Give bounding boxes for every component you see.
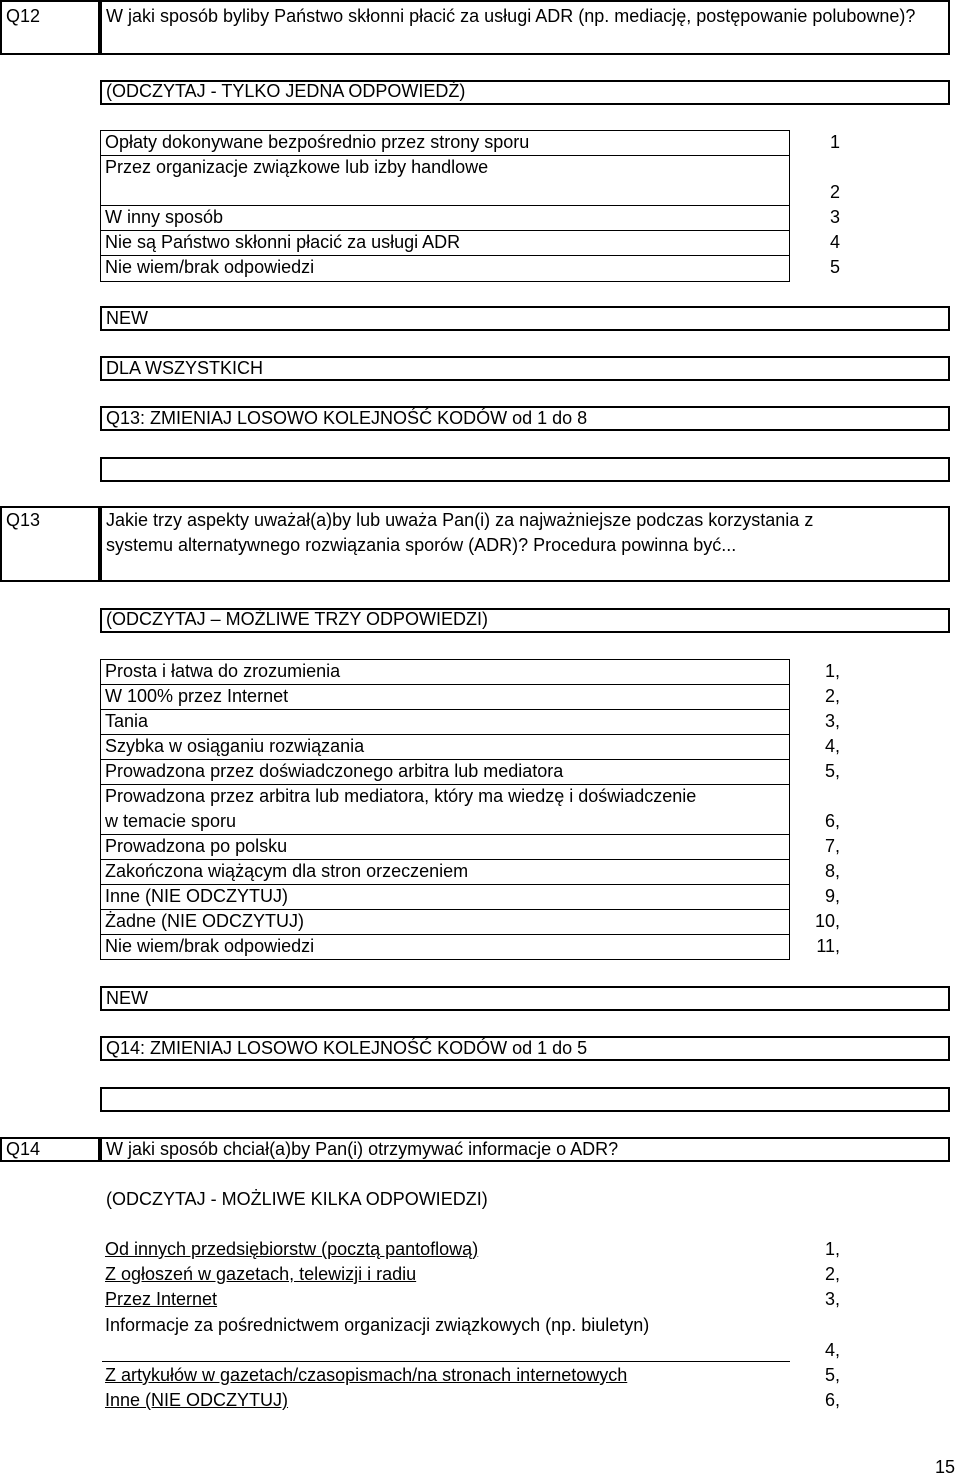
q12-option-label: W inny sposób bbox=[105, 207, 224, 227]
q14-option-code: 5, bbox=[824, 1365, 840, 1385]
q13-option-label: Prowadzona po polsku bbox=[105, 836, 288, 856]
q13-option-label-cont: w temacie sporu bbox=[105, 811, 237, 831]
q14-id: Q14 bbox=[6, 1139, 41, 1159]
dla-wszystkich-label: DLA WSZYSTKICH bbox=[106, 358, 264, 378]
q13-question-line2: systemu alternatywnego rozwiązania sporów (ADR)? Procedura powinna być... bbox=[106, 535, 737, 555]
q14-option-label bbox=[105, 1262, 416, 1287]
q13-option-code: 11, bbox=[816, 936, 840, 956]
empty-box bbox=[100, 457, 950, 482]
q12-option-code: 5 bbox=[829, 257, 840, 277]
q14-random-note: Q14: ZMIENIAJ LOSOWO KOLEJNOŚĆ KODÓW od 1 do 5 bbox=[106, 1038, 588, 1058]
q14-option-text: Inne (NIE ODCZYTUJ) bbox=[105, 1390, 289, 1410]
q13-option-label: Żadne (NIE ODCZYTUJ) bbox=[105, 911, 305, 931]
q13-option-code: 4, bbox=[824, 736, 840, 756]
q13-option-code: 1, bbox=[824, 661, 840, 681]
q13-option-label: Szybka w osiąganiu rozwiązania bbox=[105, 736, 365, 756]
q12-question: W jaki sposób byliby Państwo skłonni płacić za usługi ADR (np. mediację, postępowanie polubowne)? bbox=[106, 6, 916, 26]
q12-option-label: Nie są Państwo skłonni płacić za usługi ADR bbox=[105, 232, 461, 252]
q14-option-label bbox=[105, 1313, 649, 1338]
q13-option-label: Tania bbox=[105, 711, 149, 731]
q13-option-label: Nie wiem/brak odpowiedzi bbox=[105, 936, 315, 956]
q13-id: Q13 bbox=[6, 510, 41, 530]
q14-option-text: Informacje za pośrednictwem organizacji związkowych (np. biuletyn) bbox=[105, 1315, 650, 1335]
q13-question-line1: Jakie trzy aspekty uważał(a)by lub uważa Pan(i) za najważniejsze podczas korzystania z bbox=[106, 510, 814, 530]
empty-box bbox=[100, 1087, 950, 1112]
q12-option-label: Opłaty dokonywane bezpośrednio przez strony sporu bbox=[105, 132, 530, 152]
q14-option-label bbox=[105, 1388, 288, 1413]
q13-option-label: Prowadzona przez doświadczonego arbitra lub mediatora bbox=[105, 761, 564, 781]
q13-option-label: Inne (NIE ODCZYTUJ) bbox=[105, 886, 289, 906]
q13-option-code: 2, bbox=[824, 686, 840, 706]
q14-instruction: (ODCZYTAJ - MOŻLIWE KILKA ODPOWIEDZI) bbox=[106, 1189, 488, 1209]
q12-option-label: Przez organizacje związkowe lub izby handlowe bbox=[105, 157, 489, 177]
q13-random-note: Q13: ZMIENIAJ LOSOWO KOLEJNOŚĆ KODÓW od 1 do 8 bbox=[106, 408, 588, 428]
q14-option-code: 2, bbox=[824, 1264, 840, 1284]
q13-option-code: 3, bbox=[824, 711, 840, 731]
q12-option-code: 4 bbox=[829, 232, 840, 252]
q14-option-text: Przez Internet bbox=[105, 1289, 218, 1309]
q14-option-text: Z ogłoszeń w gazetach, telewizji i radiu bbox=[105, 1264, 417, 1284]
q14-option-code: 3, bbox=[824, 1289, 840, 1309]
q13-instruction: (ODCZYTAJ – MOŻLIWE TRZY ODPOWIEDZI) bbox=[106, 609, 489, 629]
q14-underline bbox=[102, 1361, 790, 1362]
q14-option-label bbox=[105, 1237, 478, 1262]
q13-option-code: 8, bbox=[824, 861, 840, 881]
q14-option-text: Od innych przedsiębiorstw (pocztą pantoflową) bbox=[105, 1239, 479, 1259]
q13-divider bbox=[100, 709, 790, 710]
q12-option-code: 3 bbox=[829, 207, 840, 227]
q14-option-label bbox=[105, 1363, 627, 1388]
q12-instruction: (ODCZYTAJ - TYLKO JEDNA ODPOWIEDŹ) bbox=[106, 81, 466, 101]
new-box bbox=[100, 986, 950, 1011]
q13-option-label: Prowadzona przez arbitra lub mediatora, który ma wiedzę i doświadczenie bbox=[105, 786, 697, 806]
q14-option-label bbox=[105, 1287, 217, 1312]
q13-option-code: 9, bbox=[824, 886, 840, 906]
q13-option-code: 10, bbox=[814, 911, 840, 931]
q13-option-label: W 100% przez Internet bbox=[105, 686, 289, 706]
q14-option-text: Z artykułów w gazetach/czasopismach/na stronach internetowych bbox=[105, 1365, 628, 1385]
q14-question: W jaki sposób chciał(a)by Pan(i) otrzymywać informacje o ADR? bbox=[106, 1139, 619, 1159]
page-number: 15 bbox=[935, 1457, 956, 1477]
q13-option-code: 5, bbox=[824, 761, 840, 781]
q13-option-label: Zakończona wiążącym dla stron orzeczeniem bbox=[105, 861, 469, 881]
q14-option-code: 6, bbox=[824, 1390, 840, 1410]
q14-option-code: 1, bbox=[824, 1239, 840, 1259]
new-label: NEW bbox=[106, 308, 148, 328]
q12-option-code: 2 bbox=[829, 182, 840, 202]
q13-option-code: 7, bbox=[824, 836, 840, 856]
new-box bbox=[100, 306, 950, 331]
q13-option-code: 6, bbox=[824, 811, 840, 831]
q12-option-code: 1 bbox=[829, 132, 840, 152]
q13-option-label: Prosta i łatwa do zrozumienia bbox=[105, 661, 341, 681]
new-label: NEW bbox=[106, 988, 148, 1008]
q12-option-label: Nie wiem/brak odpowiedzi bbox=[105, 257, 315, 277]
q12-id: Q12 bbox=[6, 6, 41, 26]
q14-option-code: 4, bbox=[824, 1340, 840, 1360]
